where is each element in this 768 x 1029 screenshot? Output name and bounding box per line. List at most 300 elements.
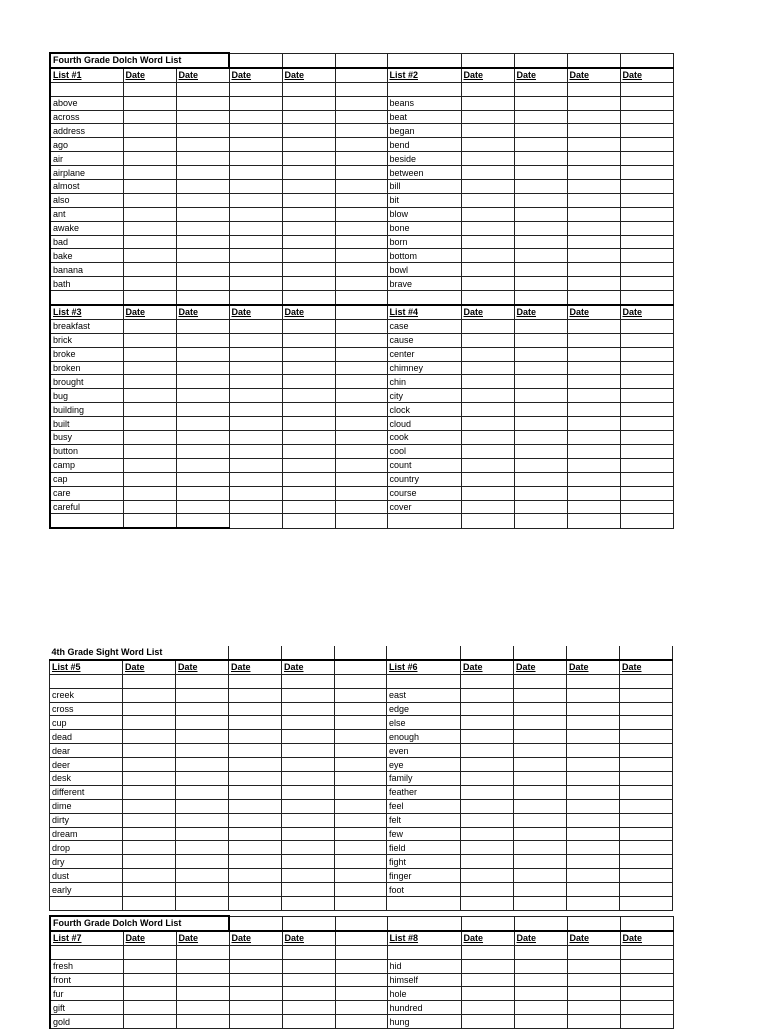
entry-cell[interactable] [567,945,620,959]
date-cell[interactable] [282,96,335,110]
date-cell[interactable] [514,249,567,263]
date-cell[interactable] [514,869,567,883]
date-cell[interactable] [620,403,673,417]
date-cell[interactable] [514,500,567,514]
date-cell[interactable] [461,702,514,716]
date-cell[interactable] [176,959,229,973]
date-cell[interactable] [514,333,567,347]
date-cell[interactable] [620,772,673,786]
entry-cell[interactable] [282,514,335,528]
date-cell[interactable] [567,855,620,869]
date-cell[interactable] [461,472,514,486]
date-cell[interactable] [123,277,176,291]
date-cell[interactable] [514,403,567,417]
date-cell[interactable] [514,458,567,472]
date-cell[interactable] [620,180,673,194]
date-cell[interactable] [461,375,514,389]
entry-cell[interactable] [229,514,282,528]
date-cell[interactable] [514,486,567,500]
entry-cell[interactable] [514,674,567,688]
date-cell[interactable] [567,277,620,291]
date-cell[interactable] [461,207,514,221]
entry-cell[interactable] [176,82,229,96]
date-cell[interactable] [567,813,620,827]
date-cell[interactable] [620,263,673,277]
date-cell[interactable] [282,827,335,841]
date-cell[interactable] [282,361,335,375]
date-cell[interactable] [514,472,567,486]
date-cell[interactable] [229,263,282,277]
entry-cell[interactable] [620,674,673,688]
date-cell[interactable] [567,417,620,431]
date-cell[interactable] [176,486,229,500]
entry-cell[interactable] [123,514,176,528]
date-cell[interactable] [461,827,514,841]
date-cell[interactable] [620,221,673,235]
entry-cell[interactable] [620,514,673,528]
date-cell[interactable] [176,277,229,291]
date-cell[interactable] [176,772,229,786]
date-cell[interactable] [282,431,335,445]
date-cell[interactable] [123,221,176,235]
date-cell[interactable] [282,702,335,716]
date-cell[interactable] [229,166,282,180]
entry-cell[interactable] [514,82,567,96]
date-cell[interactable] [282,263,335,277]
date-cell[interactable] [461,333,514,347]
date-cell[interactable] [123,333,176,347]
date-cell[interactable] [461,730,514,744]
date-cell[interactable] [176,716,229,730]
entry-cell[interactable] [50,945,123,959]
date-cell[interactable] [176,500,229,514]
date-cell[interactable] [567,785,620,799]
date-cell[interactable] [176,235,229,249]
date-cell[interactable] [282,458,335,472]
date-cell[interactable] [567,235,620,249]
date-cell[interactable] [567,403,620,417]
date-cell[interactable] [176,110,229,124]
date-cell[interactable] [282,500,335,514]
entry-cell[interactable] [567,291,620,305]
date-cell[interactable] [229,772,282,786]
date-cell[interactable] [461,444,514,458]
date-cell[interactable] [514,124,567,138]
date-cell[interactable] [461,180,514,194]
entry-cell[interactable] [461,82,514,96]
date-cell[interactable] [567,193,620,207]
entry-cell[interactable] [50,291,123,305]
date-cell[interactable] [282,152,335,166]
entry-cell[interactable] [123,674,176,688]
date-cell[interactable] [620,813,673,827]
date-cell[interactable] [461,403,514,417]
date-cell[interactable] [176,1001,229,1015]
date-cell[interactable] [229,827,282,841]
date-cell[interactable] [229,869,282,883]
entry-cell[interactable] [514,945,567,959]
date-cell[interactable] [461,959,514,973]
date-cell[interactable] [620,333,673,347]
date-cell[interactable] [620,389,673,403]
date-cell[interactable] [176,785,229,799]
date-cell[interactable] [282,347,335,361]
date-cell[interactable] [123,249,176,263]
date-cell[interactable] [282,716,335,730]
date-cell[interactable] [567,249,620,263]
date-cell[interactable] [176,249,229,263]
date-cell[interactable] [229,277,282,291]
date-cell[interactable] [229,688,282,702]
date-cell[interactable] [567,486,620,500]
entry-cell[interactable] [387,674,461,688]
date-cell[interactable] [282,333,335,347]
date-cell[interactable] [282,758,335,772]
date-cell[interactable] [282,744,335,758]
entry-cell[interactable] [229,291,282,305]
date-cell[interactable] [567,166,620,180]
entry-cell[interactable] [176,897,229,911]
entry-cell[interactable] [567,514,620,528]
date-cell[interactable] [514,207,567,221]
date-cell[interactable] [620,235,673,249]
date-cell[interactable] [282,207,335,221]
date-cell[interactable] [282,403,335,417]
date-cell[interactable] [620,277,673,291]
date-cell[interactable] [514,973,567,987]
date-cell[interactable] [123,263,176,277]
date-cell[interactable] [461,716,514,730]
date-cell[interactable] [567,772,620,786]
date-cell[interactable] [567,180,620,194]
date-cell[interactable] [514,152,567,166]
entry-cell[interactable] [335,674,387,688]
date-cell[interactable] [461,277,514,291]
date-cell[interactable] [514,235,567,249]
entry-cell[interactable] [461,945,514,959]
date-cell[interactable] [282,110,335,124]
date-cell[interactable] [567,730,620,744]
date-cell[interactable] [176,813,229,827]
date-cell[interactable] [567,869,620,883]
date-cell[interactable] [514,744,567,758]
date-cell[interactable] [176,152,229,166]
date-cell[interactable] [176,263,229,277]
date-cell[interactable] [620,347,673,361]
date-cell[interactable] [123,744,176,758]
date-cell[interactable] [123,883,176,897]
date-cell[interactable] [282,124,335,138]
date-cell[interactable] [123,207,176,221]
date-cell[interactable] [176,207,229,221]
entry-cell[interactable] [229,945,282,959]
date-cell[interactable] [282,375,335,389]
date-cell[interactable] [461,221,514,235]
date-cell[interactable] [123,785,176,799]
date-cell[interactable] [229,235,282,249]
date-cell[interactable] [461,319,514,333]
date-cell[interactable] [282,166,335,180]
date-cell[interactable] [514,841,567,855]
date-cell[interactable] [229,403,282,417]
entry-cell[interactable] [176,674,229,688]
date-cell[interactable] [620,841,673,855]
date-cell[interactable] [282,193,335,207]
date-cell[interactable] [461,138,514,152]
entry-cell[interactable] [282,674,335,688]
date-cell[interactable] [176,987,229,1001]
entry-cell[interactable] [461,514,514,528]
date-cell[interactable] [229,347,282,361]
entry-cell[interactable] [335,945,387,959]
date-cell[interactable] [229,319,282,333]
date-cell[interactable] [461,744,514,758]
date-cell[interactable] [567,799,620,813]
date-cell[interactable] [282,138,335,152]
date-cell[interactable] [461,263,514,277]
date-cell[interactable] [176,180,229,194]
date-cell[interactable] [282,472,335,486]
date-cell[interactable] [123,138,176,152]
date-cell[interactable] [176,758,229,772]
date-cell[interactable] [123,361,176,375]
date-cell[interactable] [123,110,176,124]
date-cell[interactable] [567,444,620,458]
entry-cell[interactable] [335,291,387,305]
date-cell[interactable] [620,319,673,333]
date-cell[interactable] [229,431,282,445]
date-cell[interactable] [514,193,567,207]
date-cell[interactable] [567,758,620,772]
date-cell[interactable] [176,417,229,431]
date-cell[interactable] [123,389,176,403]
date-cell[interactable] [176,744,229,758]
date-cell[interactable] [514,138,567,152]
entry-cell[interactable] [50,514,123,528]
date-cell[interactable] [282,883,335,897]
date-cell[interactable] [461,110,514,124]
entry-cell[interactable] [514,514,567,528]
entry-cell[interactable] [461,897,514,911]
date-cell[interactable] [229,96,282,110]
date-cell[interactable] [567,124,620,138]
date-cell[interactable] [620,730,673,744]
entry-cell[interactable] [461,674,514,688]
date-cell[interactable] [229,855,282,869]
date-cell[interactable] [123,319,176,333]
date-cell[interactable] [229,973,282,987]
entry-cell[interactable] [123,82,176,96]
date-cell[interactable] [514,361,567,375]
date-cell[interactable] [282,688,335,702]
date-cell[interactable] [461,96,514,110]
date-cell[interactable] [229,444,282,458]
date-cell[interactable] [567,959,620,973]
date-cell[interactable] [567,333,620,347]
entry-cell[interactable] [229,82,282,96]
entry-cell[interactable] [123,897,176,911]
date-cell[interactable] [176,193,229,207]
date-cell[interactable] [620,166,673,180]
date-cell[interactable] [567,431,620,445]
date-cell[interactable] [620,458,673,472]
date-cell[interactable] [620,744,673,758]
date-cell[interactable] [176,883,229,897]
date-cell[interactable] [229,500,282,514]
date-cell[interactable] [229,375,282,389]
date-cell[interactable] [229,987,282,1001]
entry-cell[interactable] [229,674,282,688]
date-cell[interactable] [461,431,514,445]
date-cell[interactable] [282,249,335,263]
entry-cell[interactable] [461,291,514,305]
date-cell[interactable] [567,347,620,361]
date-cell[interactable] [461,486,514,500]
date-cell[interactable] [514,375,567,389]
date-cell[interactable] [123,772,176,786]
date-cell[interactable] [620,855,673,869]
entry-cell[interactable] [123,291,176,305]
date-cell[interactable] [461,772,514,786]
date-cell[interactable] [282,1001,335,1015]
date-cell[interactable] [282,973,335,987]
date-cell[interactable] [620,883,673,897]
date-cell[interactable] [282,813,335,827]
date-cell[interactable] [461,500,514,514]
date-cell[interactable] [123,688,176,702]
date-cell[interactable] [229,744,282,758]
date-cell[interactable] [567,883,620,897]
date-cell[interactable] [461,688,514,702]
date-cell[interactable] [514,730,567,744]
date-cell[interactable] [620,193,673,207]
date-cell[interactable] [567,716,620,730]
date-cell[interactable] [123,166,176,180]
date-cell[interactable] [123,193,176,207]
date-cell[interactable] [514,785,567,799]
date-cell[interactable] [620,799,673,813]
date-cell[interactable] [282,277,335,291]
date-cell[interactable] [620,249,673,263]
date-cell[interactable] [461,347,514,361]
date-cell[interactable] [229,1001,282,1015]
entry-cell[interactable] [229,897,282,911]
date-cell[interactable] [229,249,282,263]
date-cell[interactable] [123,758,176,772]
entry-cell[interactable] [176,945,229,959]
date-cell[interactable] [461,855,514,869]
date-cell[interactable] [123,431,176,445]
date-cell[interactable] [514,166,567,180]
date-cell[interactable] [176,827,229,841]
date-cell[interactable] [229,389,282,403]
date-cell[interactable] [229,841,282,855]
entry-cell[interactable] [620,291,673,305]
date-cell[interactable] [620,688,673,702]
date-cell[interactable] [176,221,229,235]
date-cell[interactable] [123,235,176,249]
date-cell[interactable] [620,444,673,458]
entry-cell[interactable] [387,945,461,959]
date-cell[interactable] [567,263,620,277]
date-cell[interactable] [620,785,673,799]
date-cell[interactable] [229,1015,282,1029]
date-cell[interactable] [123,180,176,194]
date-cell[interactable] [567,361,620,375]
date-cell[interactable] [567,841,620,855]
date-cell[interactable] [620,1001,673,1015]
date-cell[interactable] [461,758,514,772]
date-cell[interactable] [620,500,673,514]
date-cell[interactable] [123,730,176,744]
date-cell[interactable] [461,458,514,472]
date-cell[interactable] [514,716,567,730]
entry-cell[interactable] [567,674,620,688]
date-cell[interactable] [461,883,514,897]
date-cell[interactable] [123,96,176,110]
date-cell[interactable] [176,333,229,347]
date-cell[interactable] [514,1001,567,1015]
date-cell[interactable] [229,207,282,221]
date-cell[interactable] [123,959,176,973]
date-cell[interactable] [176,403,229,417]
date-cell[interactable] [620,486,673,500]
date-cell[interactable] [176,688,229,702]
date-cell[interactable] [229,730,282,744]
date-cell[interactable] [282,444,335,458]
date-cell[interactable] [514,277,567,291]
date-cell[interactable] [176,841,229,855]
date-cell[interactable] [229,221,282,235]
date-cell[interactable] [123,869,176,883]
date-cell[interactable] [567,458,620,472]
entry-cell[interactable] [176,291,229,305]
entry-cell[interactable] [335,514,387,528]
date-cell[interactable] [514,221,567,235]
entry-cell[interactable] [514,291,567,305]
date-cell[interactable] [229,417,282,431]
date-cell[interactable] [282,772,335,786]
entry-cell[interactable] [282,945,335,959]
date-cell[interactable] [282,235,335,249]
date-cell[interactable] [514,96,567,110]
entry-cell[interactable] [387,291,461,305]
date-cell[interactable] [176,855,229,869]
date-cell[interactable] [514,827,567,841]
date-cell[interactable] [620,869,673,883]
date-cell[interactable] [461,166,514,180]
date-cell[interactable] [123,973,176,987]
date-cell[interactable] [567,702,620,716]
date-cell[interactable] [620,431,673,445]
date-cell[interactable] [229,758,282,772]
date-cell[interactable] [567,827,620,841]
entry-cell[interactable] [620,82,673,96]
date-cell[interactable] [282,417,335,431]
entry-cell[interactable] [176,514,229,528]
date-cell[interactable] [176,799,229,813]
date-cell[interactable] [514,799,567,813]
date-cell[interactable] [282,987,335,1001]
entry-cell[interactable] [335,897,387,911]
date-cell[interactable] [176,166,229,180]
date-cell[interactable] [620,758,673,772]
date-cell[interactable] [514,319,567,333]
date-cell[interactable] [567,389,620,403]
date-cell[interactable] [176,431,229,445]
date-cell[interactable] [229,458,282,472]
date-cell[interactable] [514,772,567,786]
